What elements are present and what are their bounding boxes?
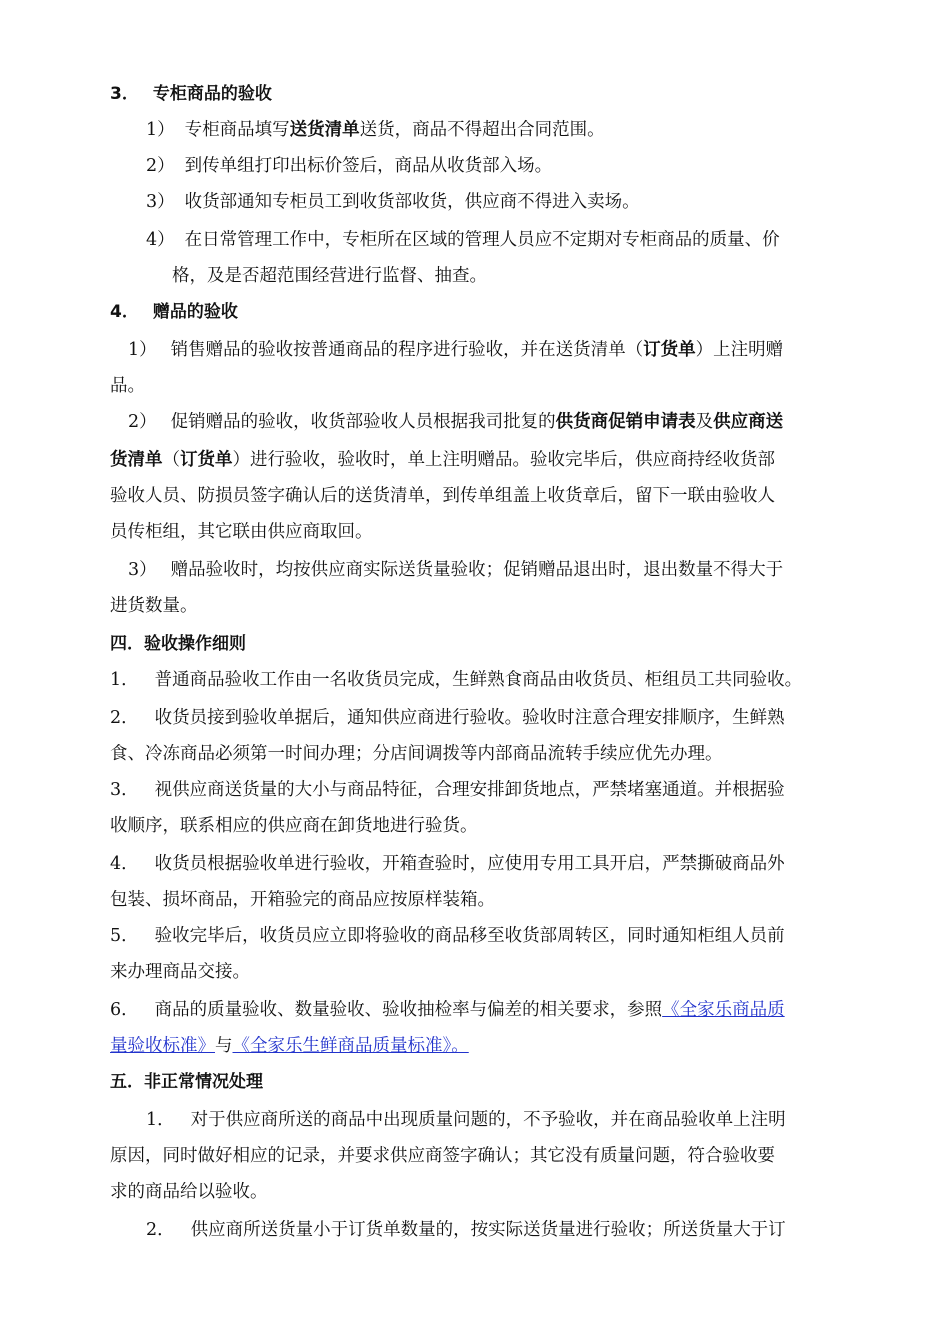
sec4-p2-line1 bbox=[128, 410, 783, 434]
sec4-p1-line1 bbox=[128, 338, 783, 362]
four-item-5-cont: 来办理商品交接。 bbox=[110, 962, 250, 982]
item-bold-text: 订货单 bbox=[180, 450, 233, 470]
quality-standard-link[interactable]: 《全家乐商品质 bbox=[662, 1000, 785, 1020]
item-text: ）上注明赠 bbox=[695, 340, 784, 360]
item-number: 1． bbox=[110, 670, 139, 690]
sec3-item-2 bbox=[146, 154, 552, 178]
item-bold-text: 货清单 bbox=[110, 450, 163, 470]
sec4-p3-line1 bbox=[128, 558, 783, 582]
section-3-number: 3． bbox=[110, 84, 139, 104]
item-number: 4． bbox=[110, 854, 139, 874]
sec4-p2-line3: 验收人员、防损员签字确认后的送货清单，到传单组盖上收货章后，留下一联由验收人 bbox=[110, 486, 775, 506]
item-number: 5． bbox=[110, 926, 139, 946]
four-item-6-cont bbox=[110, 1034, 469, 1058]
four-item-4-cont: 包装、损坏商品，开箱验完的商品应按原样装箱。 bbox=[110, 890, 495, 910]
sec3-item-1 bbox=[146, 118, 605, 142]
quality-standard-link-cont[interactable]: 量验收标准》 bbox=[110, 1036, 215, 1056]
four-item-2 bbox=[110, 706, 785, 730]
item-text: ）进行验收，验收时，单上注明赠品。验收完毕后，供应商持经收货部 bbox=[232, 450, 775, 470]
section-five-heading: 五．非正常情况处理 bbox=[110, 1072, 263, 1092]
four-item-5 bbox=[110, 924, 785, 948]
five-p1-line2: 原因，同时做好相应的记录，并要求供应商签字确认；其它没有质量问题，符合验收要 bbox=[110, 1146, 775, 1166]
sec3-item-4-cont: 格，及是否超范围经营进行监督、抽查。 bbox=[172, 266, 487, 286]
section-3-title: 专柜商品的验收 bbox=[152, 84, 272, 104]
item-text: 赠品验收时，均按供应商实际送货量验收；促销赠品退出时，退出数量不得大于 bbox=[170, 560, 784, 580]
item-text: 与 bbox=[215, 1036, 233, 1056]
section-4-heading bbox=[110, 300, 238, 324]
four-item-2-cont: 食、冷冻商品必须第一时间办理；分店间调拨等内部商品流转手续应优先办理。 bbox=[110, 744, 723, 764]
item-text: 验收完毕后，收货员应立即将验收的商品移至收货部周转区，同时通知柜组人员前 bbox=[154, 926, 785, 946]
item-text: 收货员根据验收单进行验收，开箱查验时，应使用专用工具开启，严禁撕破商品外 bbox=[154, 854, 785, 874]
item-text: 在日常管理工作中，专柜所在区域的管理人员应不定期对专柜商品的质量、价 bbox=[184, 230, 780, 250]
item-text: 促销赠品的验收，收货部验收人员根据我司批复的 bbox=[170, 412, 556, 432]
item-text: 对于供应商所送的商品中出现质量问题的，不予验收，并在商品验收单上注明 bbox=[190, 1110, 786, 1130]
item-text: 收货部通知专柜员工到收货部收货，供应商不得进入卖场。 bbox=[184, 192, 640, 212]
item-number: 6． bbox=[110, 1000, 139, 1020]
item-text: （ bbox=[162, 450, 180, 470]
item-bold-text: 供应商送 bbox=[713, 412, 784, 432]
sec4-p2-line2 bbox=[110, 448, 775, 472]
item-text: 专柜商品填写 bbox=[184, 120, 290, 140]
item-text: 商品的质量验收、数量验收、验收抽检率与偏差的相关要求，参照 bbox=[154, 1000, 663, 1020]
item-number: 2） bbox=[146, 156, 175, 176]
item-bold-text: 订货单 bbox=[643, 340, 696, 360]
item-number: 2． bbox=[146, 1220, 175, 1240]
sec3-item-4 bbox=[146, 228, 780, 252]
sec3-item-3 bbox=[146, 190, 640, 214]
item-text: 视供应商送货量的大小与商品特征，合理安排卸货地点，严禁堵塞通道。并根据验 bbox=[154, 780, 785, 800]
section-four-heading: 四．验收操作细则 bbox=[110, 634, 246, 654]
item-text: 收货员接到验收单据后，通知供应商进行验收。验收时注意合理安排顺序，生鲜熟 bbox=[154, 708, 785, 728]
five-p2-line1 bbox=[146, 1218, 786, 1242]
item-bold-text: 送货清单 bbox=[289, 120, 360, 140]
sec4-p3-line2: 进货数量。 bbox=[110, 596, 198, 616]
four-item-4 bbox=[110, 852, 785, 876]
item-text: 普通商品验收工作由一名收货员完成，生鲜熟食商品由收货员、柜组员工共同验收。 bbox=[154, 670, 803, 690]
item-number: 1． bbox=[146, 1110, 175, 1130]
item-number: 1） bbox=[128, 340, 157, 360]
item-number: 3） bbox=[128, 560, 157, 580]
fresh-quality-standard-link[interactable]: 《全家乐生鲜商品质量标准》。 bbox=[232, 1036, 469, 1056]
section-4-title: 赠品的验收 bbox=[152, 302, 238, 322]
item-number: 3． bbox=[110, 780, 139, 800]
five-p1-line1 bbox=[146, 1108, 786, 1132]
item-text: 销售赠品的验收按普通商品的程序进行验收，并在送货清单（ bbox=[170, 340, 644, 360]
sec4-p2-line4: 员传柜组，其它联由供应商取回。 bbox=[110, 522, 373, 542]
item-number: 1） bbox=[146, 120, 175, 140]
section-3-heading bbox=[110, 82, 272, 106]
item-number: 2） bbox=[128, 412, 157, 432]
item-number: 4） bbox=[146, 230, 175, 250]
five-p1-line3: 求的商品给以验收。 bbox=[110, 1182, 268, 1202]
item-text: 供应商所送货量小于订货单数量的，按实际送货量进行验收；所送货量大于订 bbox=[190, 1220, 786, 1240]
four-item-3 bbox=[110, 778, 785, 802]
item-number: 3） bbox=[146, 192, 175, 212]
four-item-6 bbox=[110, 998, 785, 1022]
item-text: 送货，商品不得超出合同范围。 bbox=[359, 120, 605, 140]
item-number: 2． bbox=[110, 708, 139, 728]
sec4-p1-line2: 品。 bbox=[110, 376, 145, 396]
item-bold-text: 供货商促销申请表 bbox=[555, 412, 696, 432]
section-4-number: 4． bbox=[110, 302, 139, 322]
item-text: 到传单组打印出标价签后，商品从收货部入场。 bbox=[184, 156, 553, 176]
four-item-1 bbox=[110, 668, 802, 692]
four-item-3-cont: 收顺序，联系相应的供应商在卸货地进行验货。 bbox=[110, 816, 478, 836]
item-text: 及 bbox=[695, 412, 714, 432]
